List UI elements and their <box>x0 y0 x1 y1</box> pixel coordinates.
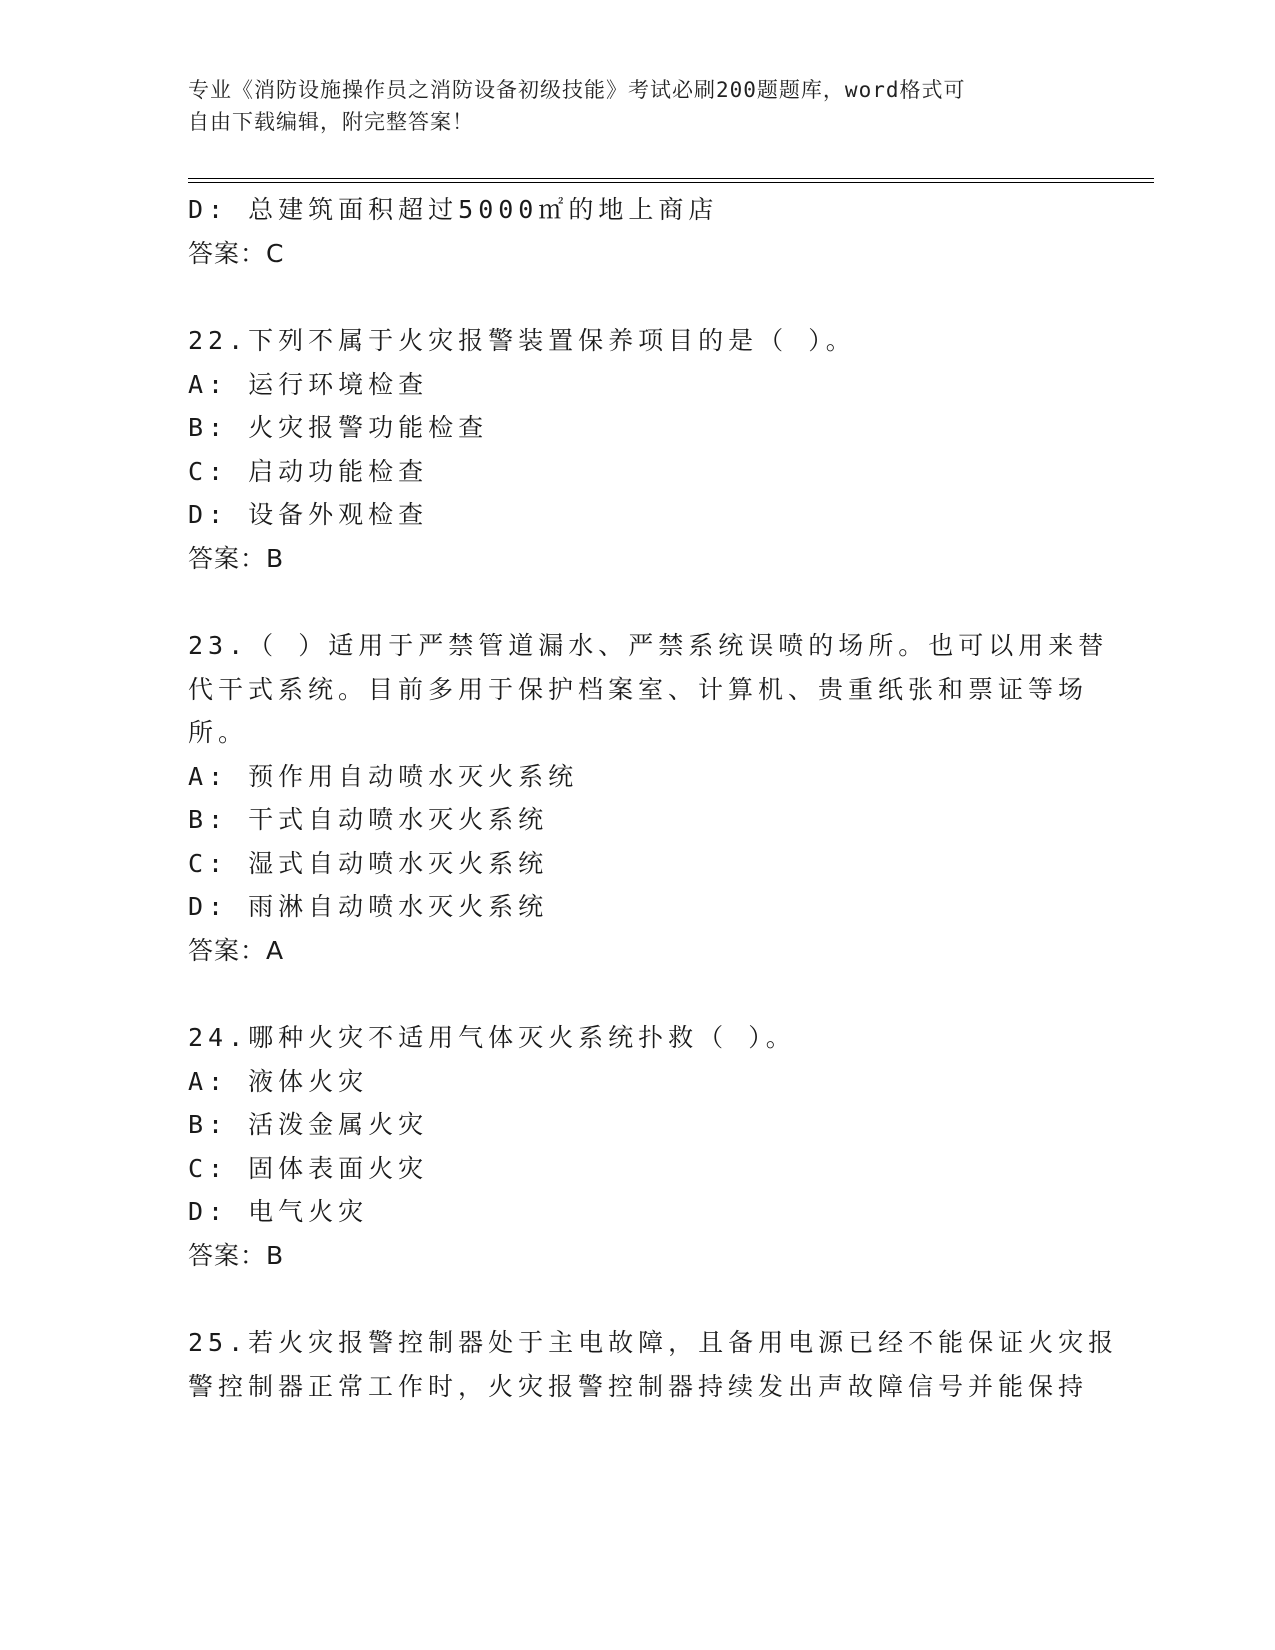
q22-option-b: B: 火灾报警功能检查 <box>188 413 489 442</box>
q22-option-d: D: 设备外观检查 <box>188 500 429 529</box>
q24-stem: 24.哪种火灾不适用气体灭火系统扑救（ ）。 <box>188 1023 796 1052</box>
header-divider-bottom <box>188 182 1154 183</box>
document-header <box>188 74 1088 138</box>
q22-option-a: A: 运行环境检查 <box>188 370 429 399</box>
q23-option-b: B: 干式自动喷水灭火系统 <box>188 805 549 834</box>
prev-question-option-d: D: 总建筑面积超过5000㎡的地上商店 <box>188 195 719 224</box>
q24-option-b: B: 活泼金属火灾 <box>188 1110 429 1139</box>
q24-option-c: C: 固体表面火灾 <box>188 1154 429 1183</box>
q23-stem-line-1: 23.（ ）适用于严禁管道漏水、严禁系统误喷的场所。也可以用来替 <box>188 631 1109 660</box>
q22-option-c: C: 启动功能检查 <box>188 457 429 486</box>
header-divider-top <box>188 178 1154 179</box>
q25-stem-line-2: 警控制器正常工作时，火灾报警控制器持续发出声故障信号并能保持 <box>188 1372 1089 1401</box>
q22-answer: 答案：B <box>188 544 285 573</box>
prev-question-answer: 答案：C <box>188 239 285 268</box>
q23-option-a: A: 预作用自动喷水灭火系统 <box>188 762 579 791</box>
q25-stem-line-1: 25.若火灾报警控制器处于主电故障，且备用电源已经不能保证火灾报 <box>188 1328 1119 1357</box>
q24-option-d: D: 电气火灾 <box>188 1197 369 1226</box>
header-line-2: 自由下载编辑，附完整答案！ <box>188 110 474 134</box>
q23-option-c: C: 湿式自动喷水灭火系统 <box>188 849 549 878</box>
q23-stem-line-2: 代干式系统。目前多用于保护档案室、计算机、贵重纸张和票证等场 <box>188 675 1089 704</box>
q22-stem: 22.下列不属于火灾报警装置保养项目的是（ ）。 <box>188 326 856 355</box>
q23-stem-line-3: 所。 <box>188 718 249 747</box>
q24-option-a: A: 液体火灾 <box>188 1067 369 1096</box>
q23-option-d: D: 雨淋自动喷水灭火系统 <box>188 892 549 921</box>
header-line-1: 专业《消防设施操作员之消防设备初级技能》考试必刷200题题库，word格式可 <box>188 78 966 102</box>
q24-answer: 答案：B <box>188 1241 285 1270</box>
q23-answer: 答案：A <box>188 936 285 965</box>
